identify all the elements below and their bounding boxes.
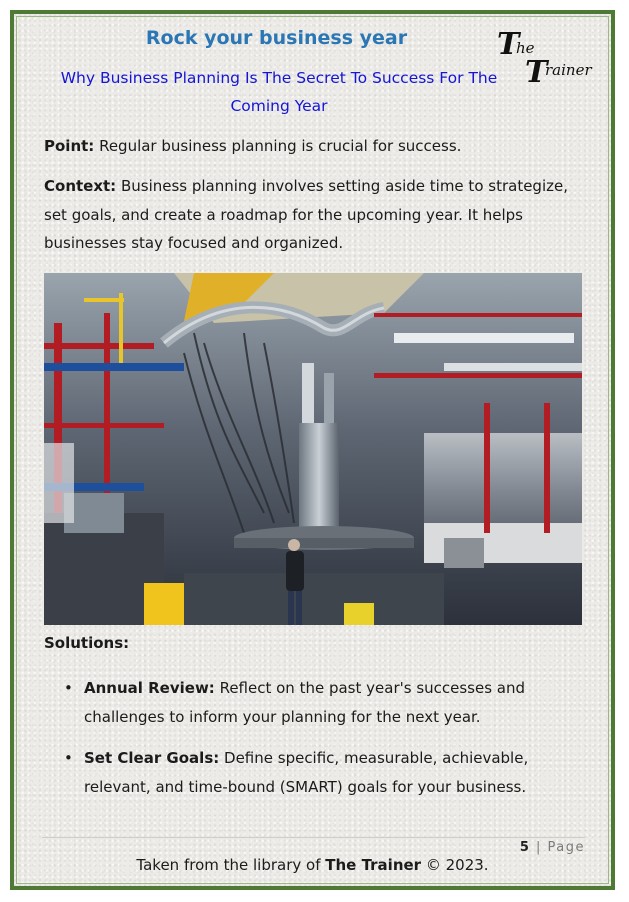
the-trainer-logo [495, 24, 603, 86]
logo-big-t-bottom: T [525, 55, 548, 86]
solution-text: Define specific, measurable, achievable, relevant, and time-bound (SMART) goals for your business. [84, 749, 529, 796]
list-item [62, 674, 582, 731]
page-title: Rock your business year [145, 27, 408, 49]
point-text: Regular business planning is crucial for success. [94, 137, 462, 155]
page-word: Page [547, 840, 585, 855]
bullet-marker: • [64, 749, 73, 767]
context-label: Context: [44, 177, 117, 195]
point-label: Point: [44, 137, 95, 155]
page-subtitle: Why Business Planning Is The Secret To Success For The Coming Year [60, 69, 498, 115]
solution-label: Set Clear Goals: [84, 749, 220, 767]
footer-credit [14, 856, 611, 874]
page-number-separator: | [530, 840, 548, 855]
page-number-value: 5 [519, 840, 531, 855]
point-paragraph [44, 132, 589, 161]
page-frame [10, 10, 615, 890]
solutions-list [62, 674, 582, 814]
credit-name: The Trainer [325, 856, 422, 874]
bullet-marker: • [64, 679, 73, 697]
solutions-heading: Solutions: [44, 634, 130, 652]
context-text: Business planning involves setting aside time to strategize, set goals, and create a roadmap for the upcoming year. It helps businesses stay focused and organized. [44, 177, 568, 252]
list-item [62, 744, 582, 801]
solution-text: Reflect on the past year's successes and challenges to inform your planning for the next year. [84, 679, 526, 726]
credit-suffix: © 2023. [421, 856, 489, 874]
logo-he: he [516, 39, 535, 57]
credit-prefix: Taken from the library of [136, 856, 326, 874]
logo-big-t-top: T [497, 27, 520, 62]
page-number [520, 840, 585, 855]
context-paragraph [44, 172, 589, 258]
industrial-machinery-photo [44, 273, 582, 625]
solution-label: Annual Review: [84, 679, 215, 697]
footer-divider [42, 837, 585, 838]
logo-rainer: rainer [545, 61, 592, 79]
